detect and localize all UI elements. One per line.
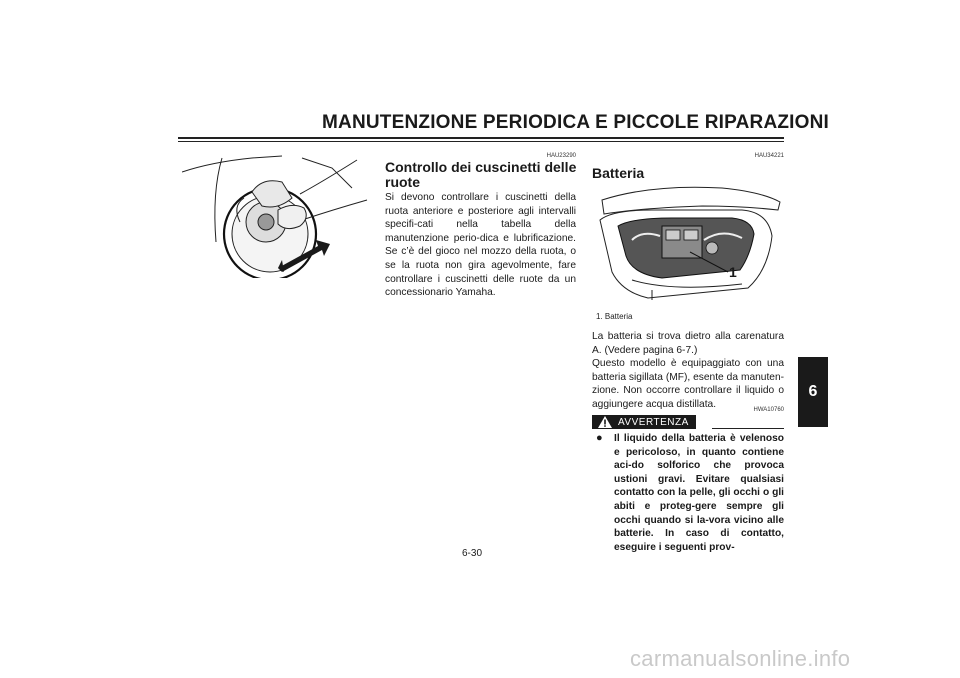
right-paragraph-1: La batteria si trova dietro alla carenatura A. (Vedere pagina 6-7.) xyxy=(592,331,784,356)
left-section-paragraph xyxy=(385,191,576,300)
warning-label: AVVERTENZA xyxy=(618,416,689,428)
warning-list xyxy=(596,432,784,554)
left-section-title-line2: ruote xyxy=(385,174,420,190)
right-section-code: HAU34221 xyxy=(754,153,784,159)
warning-code: HWA10760 xyxy=(753,407,784,413)
left-section-code: HAU23290 xyxy=(546,153,576,159)
warning-triangle-icon xyxy=(598,416,612,428)
battery-callout-number: 1 xyxy=(729,264,737,280)
right-paragraph-2: Questo modello è equipaggiato con una batteria sigillata (MF), esente da manuten-zione. Non occorre controllare il liquido o aggiungere acqua distillata. xyxy=(592,358,784,410)
page-number: 6-30 xyxy=(462,548,483,559)
left-paragraph-text: Si devono controllare i cuscinetti della ruota anteriore e posteriore agli intervalli specifi-cati nella tabella della manutenzione perio-dica e lubrificazione. Se c’è del gioco nel mozzo della ruota, o se la ruota non gira agevolmente, fare controllare i cuscinetti delle ruote da un concessionario Yamaha. xyxy=(385,192,576,299)
chapter-tab: 6 xyxy=(798,357,828,427)
battery-illustration xyxy=(592,180,784,306)
wheel-bearing-illustration xyxy=(182,152,372,278)
watermark: carmanualsonline.info xyxy=(630,646,851,671)
header-rule-thin xyxy=(178,141,784,142)
warning-rule xyxy=(712,428,784,429)
battery-figure-caption: 1. Batteria xyxy=(596,312,633,321)
warning-text: Il liquido della batteria è velenoso e pericoloso, in quanto contiene aci-do solforico che provoca ustioni gravi. Evitare qualsiasi contatto con la pelle, gli occhi o gli abiti e proteg-gere sempre gli occhi quando si la-vora vicino alle batterie. In caso di contatto, eseguire i seguenti prov- xyxy=(614,433,784,553)
left-section-title xyxy=(385,160,585,190)
page-header-title: MANUTENZIONE PERIODICA E PICCOLE RIPARAZIONI xyxy=(322,112,830,133)
bullet-icon: ● xyxy=(596,432,603,444)
right-section-body xyxy=(592,330,784,412)
warning-badge xyxy=(592,415,696,429)
left-section-title-line1: Controllo dei cuscinetti delle xyxy=(385,159,577,175)
header-rule xyxy=(178,137,784,139)
right-section-title: Batteria xyxy=(592,165,645,181)
